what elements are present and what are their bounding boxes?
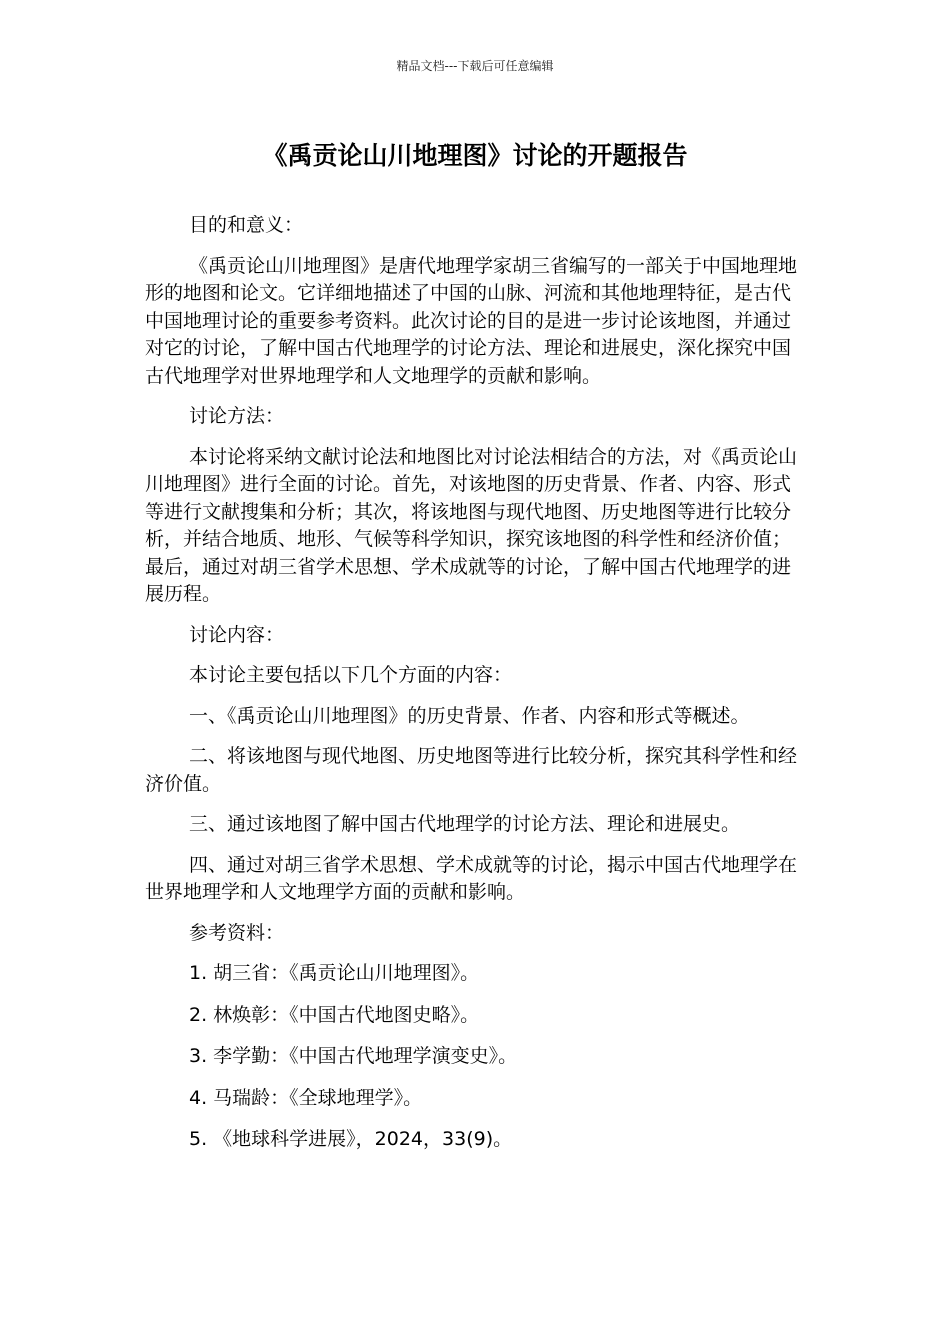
content-item-4: 四、通过对胡三省学术思想、学术成就等的讨论，揭示中国古代地理学在世界地理学和人文地理学方面的贡献和影响。 <box>145 853 798 903</box>
content-heading: 讨论内容： <box>189 623 285 646</box>
content-intro: 本讨论主要包括以下几个方面的内容： <box>189 664 513 686</box>
reference-item-5: 5. 《地球科学进展》，2024，33(9)。 <box>189 1128 513 1150</box>
content-item-1: 一、《禹贡论山川地理图》的历史背景、作者、内容和形式等概述。 <box>189 704 750 727</box>
reference-item-3: 3. 李学勤：《中国古代地理学演变史》。 <box>189 1045 518 1067</box>
purpose-paragraph: 《禹贡论山川地理图》是唐代地理学家胡三省编写的一部关于中国地理地形的地图和论文。它详细地描述了中国的山脉、河流和其他地理特征，是古代中国地理讨论的重要参考资料。此次讨论的目的是进一步讨论该地图，并通过对它的讨论，了解中国古代地理学的讨论方法、理论和进展史，深化探究中国古代地理学对世界地理学和人文地理学的贡献和影响。 <box>145 254 798 387</box>
content-item-3: 三、通过该地图了解中国古代地理学的讨论方法、理论和进展史。 <box>189 813 741 835</box>
document-body <box>145 212 805 1168</box>
content-item-2: 二、将该地图与现代地图、历史地图等进行比较分析，探究其科学性和经济价值。 <box>145 745 798 795</box>
page-header-note: 精品文档---下载后可任意编辑 <box>396 59 554 73</box>
purpose-heading: 目的和意义： <box>189 214 304 236</box>
references-heading: 参考资料： <box>189 921 285 944</box>
reference-item-4: 4. 马瑞龄：《全球地理学》。 <box>189 1086 423 1109</box>
method-heading: 讨论方法： <box>189 405 285 427</box>
reference-item-2: 2. 林焕彰：《中国古代地图史略》。 <box>189 1003 480 1026</box>
reference-item-1: 1. 胡三省：《禹贡论山川地理图》。 <box>189 962 480 984</box>
document-title: 《禹贡论山川地理图》讨论的开题报告 <box>262 141 688 170</box>
method-paragraph: 本讨论将采纳文献讨论法和地图比对讨论法相结合的方法，对《禹贡论山川地理图》进行全面的讨论。首先，对该地图的历史背景、作者、内容、形式等进行文献搜集和分析；其次，将该地图与现代地图、历史地图等进行比较分析，并结合地质、地形、气候等科学知识，探究该地图的科学性和经济价值；最后，通过对胡三省学术思想、学术成就等的讨论，了解中国古代地理学的进展历程。 <box>145 445 798 605</box>
